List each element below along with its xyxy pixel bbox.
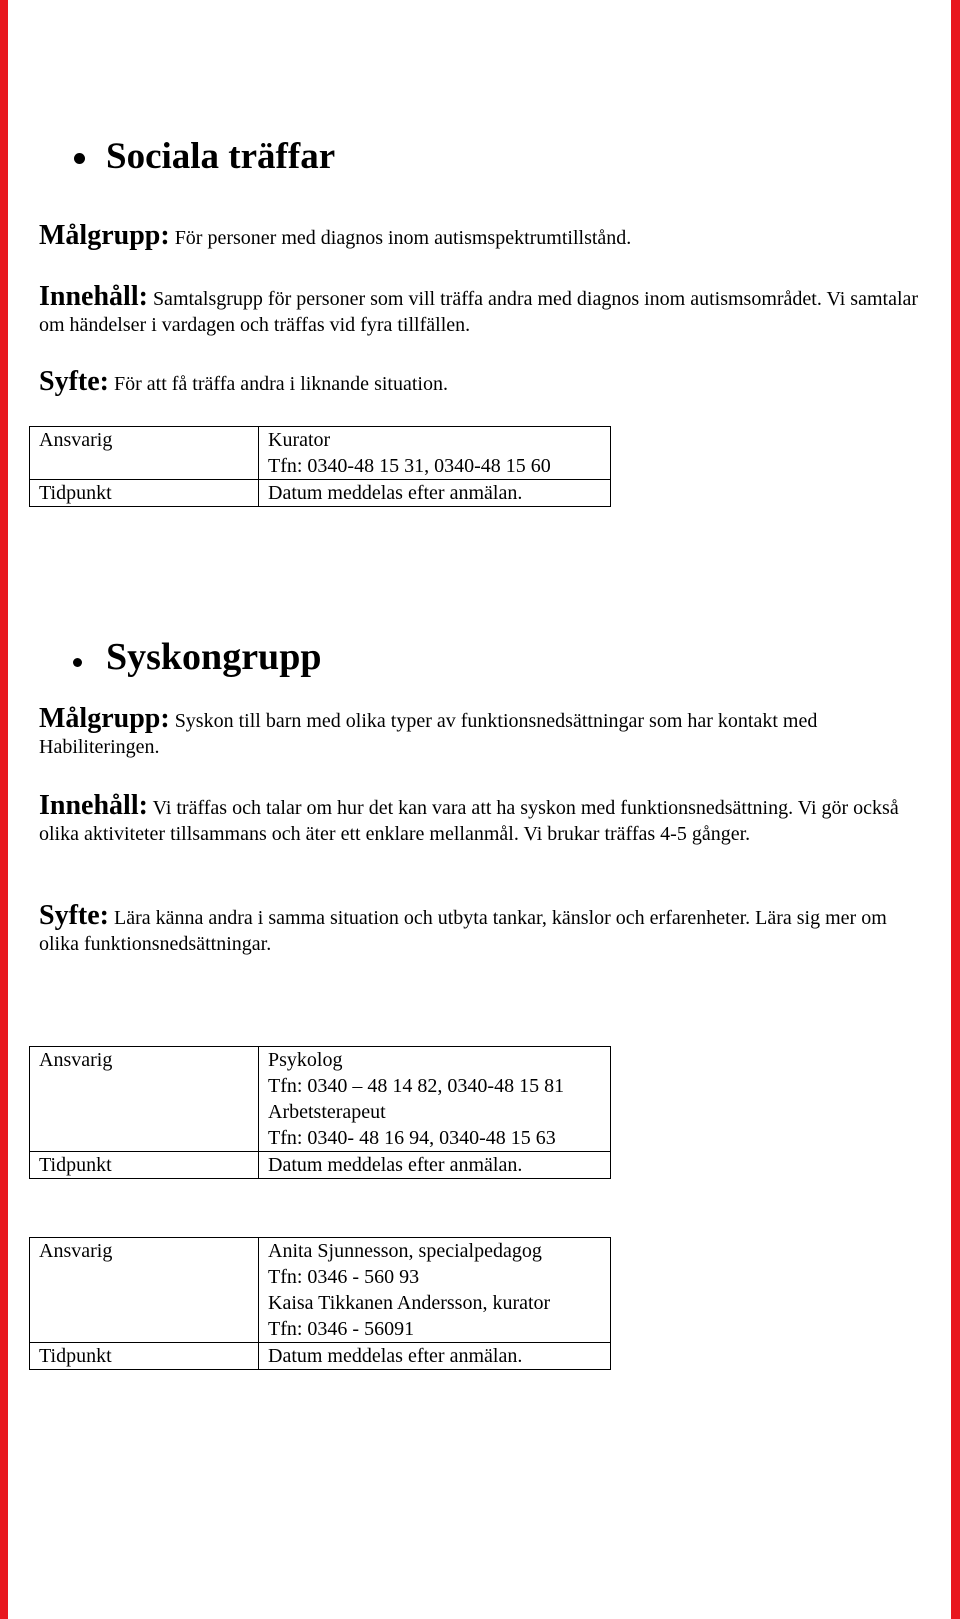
ansvarig-line: Kaisa Tikkanen Andersson, kurator: [268, 1292, 551, 1314]
ansvarig-value: [259, 427, 611, 480]
syfte-label: Syfte:: [39, 900, 109, 931]
ansvarig-line: Tfn: 0340-48 15 31, 0340-48 15 60: [268, 455, 551, 477]
right-red-border: [951, 0, 960, 1619]
syfte-paragraph: [39, 900, 919, 957]
section-heading: Syskongrupp: [106, 636, 322, 678]
syfte-paragraph: [39, 366, 919, 397]
left-red-border: [0, 0, 8, 1619]
malgrupp-paragraph: [39, 220, 919, 251]
responsibility-table: [29, 426, 611, 507]
malgrupp-paragraph: [39, 703, 919, 760]
innehall-paragraph: [39, 281, 919, 338]
malgrupp-text: Syskon till barn med olika typer av funktionsnedsättningar som har kontakt med Habiliteringen.: [39, 710, 818, 758]
innehall-label: Innehåll:: [39, 281, 148, 312]
ansvarig-label: Ansvarig: [30, 1238, 259, 1343]
ansvarig-line: Tfn: 0340 – 48 14 82, 0340-48 15 81: [268, 1075, 565, 1097]
innehall-text: Vi träffas och talar om hur det kan vara att ha syskon med funktionsnedsättning. Vi gör också olika aktiviteter tillsammans och äter ett enklare mellanmål. Vi brukar träffas 4-5 gånger.: [39, 797, 899, 845]
ansvarig-line: Tfn: 0340- 48 16 94, 0340-48 15 63: [268, 1127, 556, 1149]
syfte-text: Lära känna andra i samma situation och utbyta tankar, känslor och erfarenheter. Lära sig mer om olika funktionsnedsättningar.: [39, 907, 887, 955]
responsibility-table: [29, 1237, 611, 1370]
tidpunkt-value: Datum meddelas efter anmälan.: [259, 1343, 611, 1370]
malgrupp-label: Målgrupp:: [39, 220, 170, 251]
malgrupp-label: Målgrupp:: [39, 703, 170, 734]
innehall-text: Samtalsgrupp för personer som vill träffa andra med diagnos inom autismsområdet. Vi samtalar om händelser i vardagen och träffas vid fyra tillfällen.: [39, 288, 919, 336]
ansvarig-value: [259, 1238, 611, 1343]
ansvarig-line: Tfn: 0346 - 56091: [268, 1318, 415, 1340]
ansvarig-line: Tfn: 0346 - 560 93: [268, 1266, 420, 1288]
ansvarig-line: Anita Sjunnesson, specialpedagog: [268, 1240, 542, 1262]
ansvarig-label: Ansvarig: [30, 427, 259, 480]
section-heading: Sociala träffar: [106, 136, 336, 177]
innehall-paragraph: [39, 790, 919, 847]
syfte-label: Syfte:: [39, 366, 109, 397]
tidpunkt-label: Tidpunkt: [30, 1152, 259, 1179]
ansvarig-line: Psykolog: [268, 1049, 343, 1071]
syfte-text: För att få träffa andra i liknande situation.: [113, 373, 448, 395]
innehall-label: Innehåll:: [39, 790, 148, 821]
bullet-icon: [74, 153, 85, 164]
responsibility-table: [29, 1046, 611, 1179]
tidpunkt-label: Tidpunkt: [30, 1343, 259, 1370]
tidpunkt-label: Tidpunkt: [30, 480, 259, 507]
malgrupp-text: För personer med diagnos inom autismspektrumtillstånd.: [174, 227, 632, 249]
ansvarig-line: Kurator: [268, 429, 331, 451]
ansvarig-line: Arbetsterapeut: [268, 1101, 386, 1123]
bullet-icon: [73, 658, 82, 667]
tidpunkt-value: Datum meddelas efter anmälan.: [259, 1152, 611, 1179]
tidpunkt-value: Datum meddelas efter anmälan.: [259, 480, 611, 507]
ansvarig-label: Ansvarig: [30, 1047, 259, 1152]
ansvarig-value: [259, 1047, 611, 1152]
